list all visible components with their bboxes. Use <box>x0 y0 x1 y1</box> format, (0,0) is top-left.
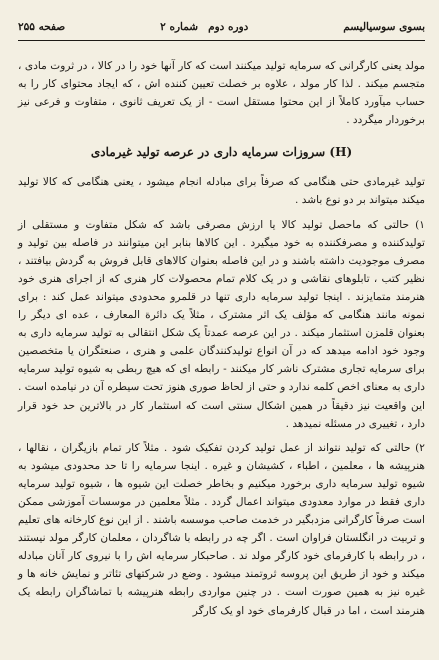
volume-label: دوره دوم <box>208 21 249 33</box>
header-divider <box>18 40 425 41</box>
page-number: صفحه ۲۵۵ <box>18 21 66 33</box>
section-heading: (H) سروزات سرمایه داری در عرصه تولید غیرمادی <box>90 145 353 160</box>
paragraph-intro-immaterial: تولید غیرمادی حتی هنگامی که صرفاً برای مبادله انجام میشود ، یعنی هنگامی که کالا تولید میکند میتواند بر دو نوع باشد . <box>18 176 425 207</box>
journal-title: بسوی سوسیالیسم <box>343 21 425 33</box>
intro-paragraph: مولد یعنی کارگرانی که سرمایه تولید میکنند است که کار آنها خود را در کالا ، در ثروت مادی ، متجسم میکند . لذا کار مولد ، علاوه بر خصلت تعیین کننده اش ، که ایجاد محتوای کار را به حساب میآورد کاملاً از این محتوا مستقل است - از یک تعریف ثانوی ، متفاوت و فرعی نیز برخوردار میگردد . <box>18 60 425 127</box>
issue-number: شماره ۲ <box>160 21 199 33</box>
running-header <box>18 20 425 34</box>
issue-info <box>160 21 248 33</box>
paragraph-case-one: ۱) حالتی که ماحصل تولید کالا یا ارزش مصرفی باشد که شکل متفاوت و مستقلی از تولیدکننده و مصرفکننده به خود میگیرد . این کالاها بنابر این میتوانند در فاصله بین تولید و مصرف موجودیت داشته باشند و در این فاصله بعنوان کالاهای قابل فروش به گردش بیافتند ، نظیر کتب ، تابلوهای نقاشی و در یک کلام تمام محصولات کار هنری که از اجرای هنری خود هنرمند متمایزند . اینجا تولید سرمایه داری تنها در قلمرو محدودی میتواند عمل کند : برای نمونه مانند هنگامی که مؤلف یک اثر مشترک ، مثلاً یک دائرة المعارف ، عده ای دیگر را بعنوان قلمزن استثمار میکند . در این عرصه عمدتاً یک شکل انتقالی به تولید سرمایه داری به وجود خود ادامه میدهد که در آن انواع تولیدکنندگان علمی و هنری ، صنعتگران یا متخصصین برای سرمایه تجاری مشترک ناشر کار میکنند - رابطه ای که هیچ ربطی به شیوه تولید سرمایه داری به معنای اخص کلمه ندارد و حتی از لحاظ صوری هنوز تحت سیطره آن در نیامده است . این واقعیت نیز دقیقاً در همین اشکال سنتی است که استثمار کار در بالاترین حد خود قرار دارد ، تغییری در مسئله نمیدهد . <box>18 218 425 430</box>
paragraph-case-two: ۲) حالتی که تولید نتواند از عمل تولید کردن تفکیک شود . مثلاً کار تمام بازیگران ، نقالها ، هنرپیشه ها ، معلمین ، اطباء ، کشیشان و غیره . اینجا سرمایه را تا حد محدودی میشود به شیوه تولید سرمایه داری برخورد میکنیم و بخاطر خصلت این شیوه ها ، شیوه تولید سرمایه داری فقط در موارد معدودی میتواند اعمال گردد . مثلاً معلمین در موسسات آموزشی ممکن است صرفاً کارگرانی مزدبگیر در خدمت صاحب موسسه باشند . از این نوع کارخانه های تعلیم و تربیت در انگلستان فراوان است . اگر چه در رابطه با شاگردان ، معلمان کارگر مولد نیستند ، در رابطه با کارفرمای خود کارگر مولد ند . صاحبکار سرمایه اش را با نیروی کار آنان مبادله میکند و خود از طریق این پروسه ثروتمند میشود . وضع در شرکتهای تئاتر و نمایش خانه ها و غیره نیز به همین صورت است . در چنین مواردی رابطه هنرپیشه با تماشاگران رابطه یک هنرمند است ، اما در قبال کارفرمای خود او یک کارگر <box>18 441 425 617</box>
